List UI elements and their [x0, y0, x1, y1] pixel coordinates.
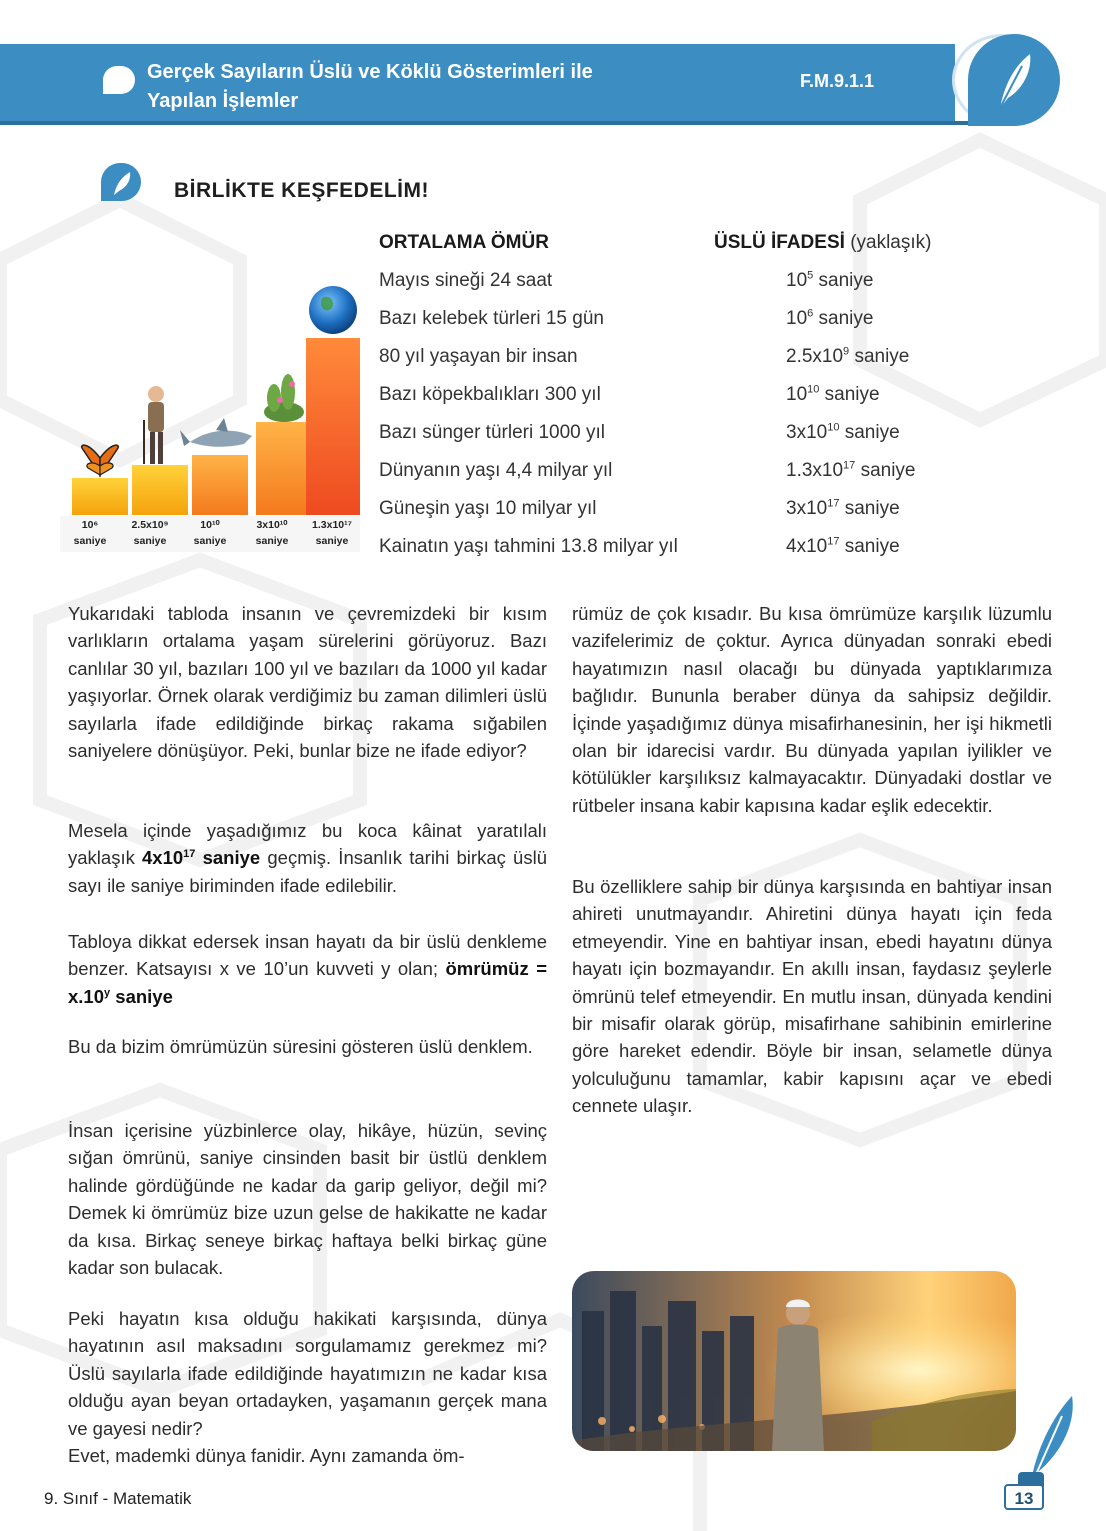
- header-title-line2: Yapılan İşlemler: [147, 90, 299, 112]
- lifespan-cell: Kainatın yaşı tahmini 13.8 milyar yıl: [379, 536, 678, 557]
- city-walker-photo: [572, 1271, 1016, 1451]
- left-p2-bold-exp: 17: [183, 848, 196, 861]
- shark-icon: [180, 418, 252, 447]
- right-paragraph-2: Bu özelliklere sahip bir dünya karşısında en bahtiyar insan ahireti unutmayandır. Ahiretini dünya hayatı için feda etmeyendir. Yine en bahtiyar insan, ebedi hayatını dünya hayatı için bozmayandır. En akıllı insan, faydasız şeylerle ömrünü telef etmeyendir. En mutlu insan, dünyada kendini bir misafir olarak görüp, misafirhane sahibinin emirlerine göre hareket edendir. Böyle bir insan, selametle dünya yolculuğunu tamamlar, kabir kapısını açar ve ebedi cennete ulaşır.: [572, 876, 1052, 1117]
- left-p2-bold-unit: saniye: [195, 847, 261, 869]
- exponent-base: 1.3x10: [786, 460, 844, 481]
- exponent-cell: [786, 308, 873, 330]
- bar-label-5: 1.3x10¹⁷: [312, 519, 352, 531]
- exponent-unit: saniye: [844, 536, 900, 557]
- exponent-power: 10: [827, 421, 840, 434]
- lifespan-cell: Bazı sünger türleri 1000 yıl: [379, 422, 606, 443]
- left-p3-bold-base: ömrümüz = x.10: [68, 958, 548, 1007]
- exponent-cell: [786, 346, 909, 368]
- exponent-power: 9: [843, 345, 850, 358]
- lifespan-cell: 80 yıl yaşayan bir insan: [379, 346, 578, 367]
- exponent-base: 2.5x10: [786, 346, 844, 367]
- bar-unit-5: saniye: [315, 535, 349, 547]
- header-title: [147, 58, 707, 116]
- exponent-base: 10: [786, 270, 808, 291]
- exponent-unit: saniye: [824, 384, 880, 405]
- butterfly-icon: [82, 445, 119, 475]
- quill-ink-icon: [1010, 1392, 1080, 1492]
- lifespan-cell: Mayıs sineği 24 saat: [379, 270, 553, 291]
- header-code: F.M.9.1.1: [800, 71, 875, 91]
- left-paragraph-2: [68, 817, 547, 899]
- left-paragraph-4: Bu da bizim ömrümüzün süresini gösteren üslü denklem.: [68, 1036, 533, 1057]
- left-p3-bold-exp: y: [104, 986, 111, 999]
- col-header-note: (yaklaşık): [850, 232, 932, 253]
- exponent-cell: [786, 536, 900, 558]
- lifespan-cell: Dünyanın yaşı 4,4 milyar yıl: [379, 460, 613, 481]
- left-p3-text-a: Tabloya dikkat edersek insan hayatı da bir üslü denkleme benzer. Katsayısı x ve 10’un kuvveti y olan;: [68, 931, 547, 980]
- left-p2-bold-base: 4x10: [142, 847, 184, 869]
- bar-1: [72, 478, 128, 515]
- left-paragraph-1: Yukarıdaki tabloda insanın ve çevremizdeki bir kısım varlıkların ortalama yaşam sürelerini görüyoruz. Bazı canlılar 30 yıl, bazıları 100 yıl ve bazıları da 1000 yıl kadar yaşıyorlar. Örnek olarak verdiğimiz bu zaman dilimleri üslü sayılarla ifade edildiğinde birkaç rakama sığabilen saniyelere dönüşüyor. Peki, bunlar bize ne ifade ediyor?: [68, 603, 547, 762]
- lifespan-cell: Bazı kelebek türleri 15 gün: [379, 308, 604, 329]
- exponent-unit: saniye: [818, 270, 874, 291]
- bar-unit-4: saniye: [255, 535, 289, 547]
- bar-4: [256, 422, 312, 515]
- left-paragraph-6: Peki hayatın kısa olduğu hakikati karşısında, dünya hayatının asıl maksadını sorgulamamız gerekmez mi? Üslü sayılarla ifade edildiğinde hayatımızın ne kadar kısa olduğu ayan beyan ortadayken, yaşamanın gerçek mana ve gayesi nedir?: [68, 1308, 547, 1439]
- left-p2-bold: [142, 847, 260, 868]
- footer-grade: 9. Sınıf - Matematik: [44, 1489, 192, 1508]
- section-title: BİRLİKTE KEŞFEDELİM!: [174, 179, 429, 202]
- bar-2: [132, 465, 188, 515]
- bar-label-3: 10¹⁰: [200, 519, 220, 531]
- exponent-unit: saniye: [818, 308, 874, 329]
- col-header-exponent-label: ÜSLÜ İFADESİ: [714, 232, 845, 253]
- col-header-exponent: [714, 232, 931, 254]
- feather-badge: [968, 34, 1060, 126]
- exponent-cell: [786, 498, 900, 520]
- page-number: 13: [1004, 1484, 1044, 1510]
- left-paragraph-5: İnsan içerisine yüzbinlerce olay, hikâye, hüzün, sevinç sığan ömrünü, saniye cinsinden basit bir üstlü denklem halinde gördüğünde ne kadar da garip geliyor, değil mi? Demek ki ömrümüz bize uzun gelse de hakikatte ne kadar da kısa. Birkaç seneye birkaç haftaya belki birkaç güne kadar son bulacak.: [68, 1120, 547, 1279]
- feather-icon: [986, 48, 1042, 112]
- bar-label-1: 10⁶: [81, 519, 99, 531]
- exponent-unit: saniye: [844, 498, 900, 519]
- left-p2-text-b: geçmiş. İnsanlık tarihi birkaç üslü sayı ile saniye biriminden ifade edilebilir.: [68, 847, 547, 896]
- left-paragraph-7: Evet, mademki dünya fanidir. Aynı zamanda öm-: [68, 1445, 465, 1466]
- exponent-cell: [786, 460, 916, 482]
- section-feather-icon: [101, 163, 141, 201]
- exponent-base: 3x10: [786, 498, 828, 519]
- exponent-unit: saniye: [860, 460, 916, 481]
- exponent-cell: [786, 270, 873, 292]
- header-title-line1: Gerçek Sayıların Üslü ve Köklü Gösterimleri ile: [147, 61, 593, 83]
- elderly-man-icon: [144, 386, 164, 464]
- bar-label-4: 3x10¹⁰: [256, 519, 288, 531]
- exponent-power: 17: [827, 535, 840, 548]
- earth-icon: [309, 286, 357, 334]
- exponent-unit: saniye: [854, 346, 910, 367]
- exponent-power: 6: [807, 307, 814, 320]
- exponent-power: 17: [827, 497, 840, 510]
- exponent-unit: saniye: [844, 422, 900, 443]
- col-header-lifespan: ORTALAMA ÖMÜR: [379, 232, 549, 253]
- exponent-power: 10: [807, 383, 820, 396]
- bar-label-2: 2.5x10⁹: [131, 519, 169, 531]
- bar-unit-1: saniye: [73, 535, 107, 547]
- bar-unit-2: saniye: [133, 535, 167, 547]
- exponent-cell: [786, 384, 880, 406]
- right-paragraph-1: rümüz de çok kısadır. Bu kısa ömrümüze karşılık lüzumlu vazifelerimiz de çoktur. Ayrıca dünyadan sonraki ebedi hayatımızın nasıl olacağı bu dünyada yaptıklarımıza bağlıdır. Bununla beraber dünya da sahipsiz değildir. İçinde yaşadığımız dünya misafirhanesinin, her işi hikmetli olan bir idarecisi vardır. Bu dünyada yapılan iyilikler ve kötülükler karşılıksız kalmayacaktır. Dünyadaki dostlar ve rütbeler insana kabir kapısına kadar eşlik edecektir.: [572, 603, 1052, 816]
- exponent-power: 17: [843, 459, 856, 472]
- bar-3: [192, 455, 248, 515]
- sponge-cactus-icon: [264, 374, 304, 422]
- header-strip: [0, 121, 968, 125]
- bar-5: [306, 338, 360, 515]
- exponent-power: 5: [807, 269, 814, 282]
- lifespan-cell: Bazı köpekbalıkları 300 yıl: [379, 384, 601, 405]
- exponent-cell: [786, 422, 900, 444]
- left-p3-bold-unit: saniye: [110, 985, 173, 1007]
- left-paragraph-3: [68, 928, 547, 1010]
- exponent-base: 3x10: [786, 422, 828, 443]
- bar-unit-3: saniye: [193, 535, 227, 547]
- left-p2-text-a: Mesela içinde yaşadığımız bu koca kâinat yaratılalı yaklaşık: [68, 820, 547, 869]
- lifespan-cell: Güneşin yaşı 10 milyar yıl: [379, 498, 597, 519]
- exponent-base: 4x10: [786, 536, 828, 557]
- header-bullet-icon: [103, 66, 135, 94]
- exponent-base: 10: [786, 308, 808, 329]
- lifespan-illustration: [60, 280, 360, 555]
- exponent-base: 10: [786, 384, 808, 405]
